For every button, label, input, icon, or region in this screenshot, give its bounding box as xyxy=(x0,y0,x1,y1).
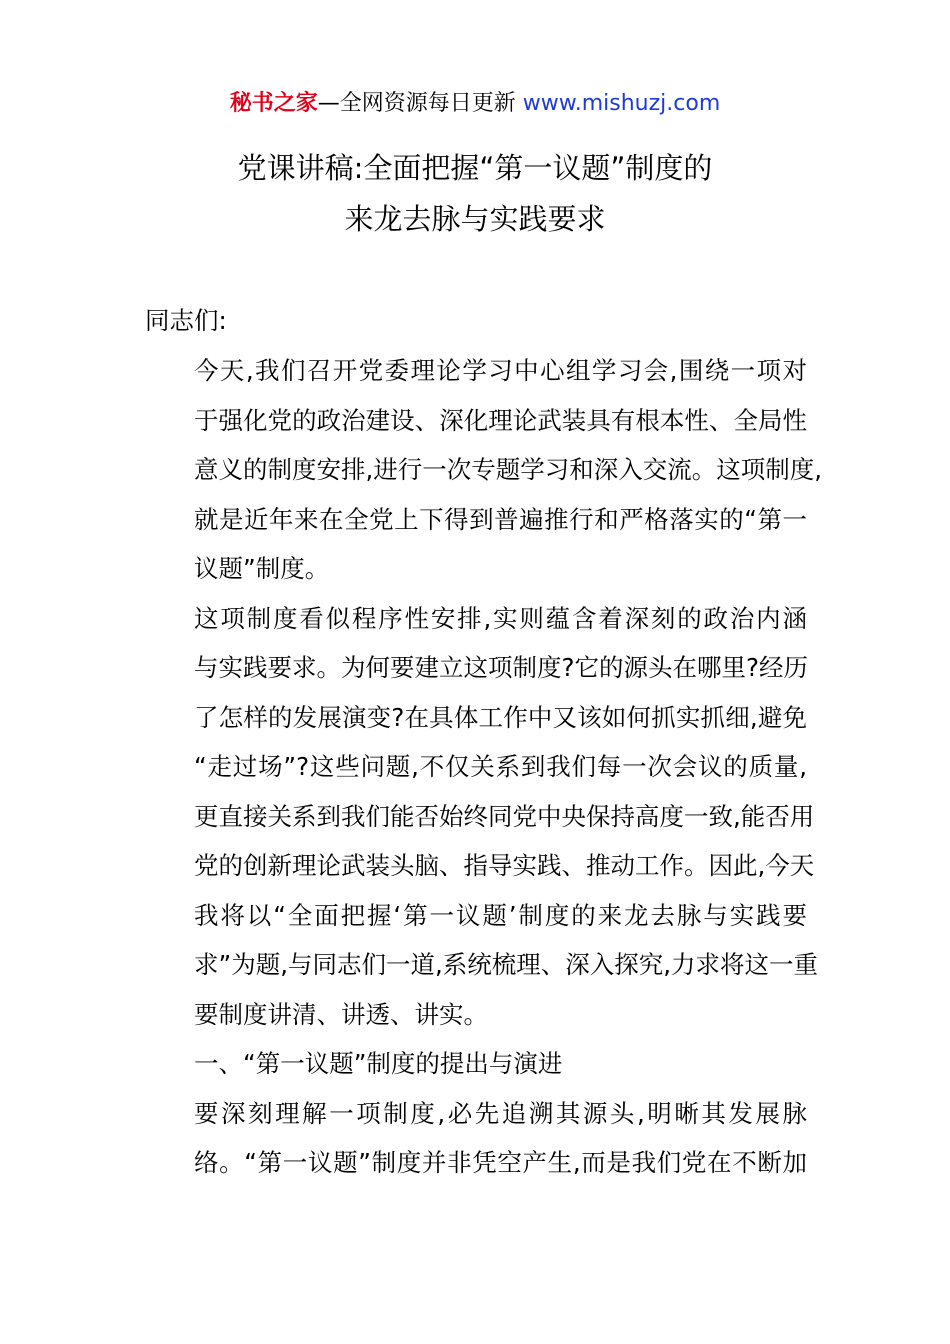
header-slogan: 全网资源每日更新 xyxy=(339,91,523,116)
paragraph-line: “走过场”?这些问题,不仅关系到我们每一次会议的质量, xyxy=(194,752,807,781)
paragraph-line: 求”为题,与同志们一道,系统梳理、深入探究,力求将这一重 xyxy=(194,950,819,979)
paragraph-intro xyxy=(145,346,823,594)
paragraph-line: 要制度讲清、讲透、讲实。 xyxy=(194,999,488,1029)
site-brand: 秘书之家 xyxy=(229,91,318,116)
paragraph-line: 议题”制度。 xyxy=(194,554,330,583)
paragraph-line: 党的创新理论武装头脑、指导实践、推动工作。因此,今天 xyxy=(194,851,815,880)
paragraph-line: 要深刻理解一项制度,必先追溯其源头,明晰其发展脉 xyxy=(194,1098,807,1128)
site-header xyxy=(0,86,950,122)
paragraph-line: 与实践要求。为何要建立这项制度?它的源头在哪里?经历 xyxy=(194,653,809,682)
salutation: 同志们: xyxy=(145,306,227,335)
paragraph-line: 今天,我们召开党委理论学习中心组学习会,围绕一项对 xyxy=(194,356,807,385)
site-url-link[interactable]: www.mishuzj.com xyxy=(522,91,721,116)
paragraph-line: 意义的制度安排,进行一次专题学习和深入交流。这项制度, xyxy=(194,455,823,484)
section-heading-1 xyxy=(145,1039,807,1089)
paragraph-line: 于强化党的政治建设、深化理论武装具有根本性、全局性 xyxy=(194,405,807,435)
paragraph-line: 就是近年来在全党上下得到普遍推行和严格落实的“第一 xyxy=(194,504,807,534)
header-separator: — xyxy=(317,91,340,116)
document-title-line-1: 党课讲稿:全面把握“第一议题”制度的 xyxy=(237,151,713,185)
document-body xyxy=(145,346,823,1188)
section-heading-text: 一、“第一议题”制度的提出与演进 xyxy=(194,1049,563,1078)
paragraph-line: 我将以“全面把握‘第一议题’制度的来龙去脉与实践要 xyxy=(194,900,807,930)
paragraph-line: 这项制度看似程序性安排,实则蕴含着深刻的政治内涵 xyxy=(194,603,807,633)
document-title-line-2: 来龙去脉与实践要求 xyxy=(344,202,606,236)
paragraph-line: 了怎样的发展演变?在具体工作中又该如何抓实抓细,避免 xyxy=(194,702,807,732)
paragraph-purpose xyxy=(145,594,819,1040)
paragraph-line: 更直接关系到我们能否始终同党中央保持高度一致,能否用 xyxy=(194,801,815,831)
paragraph-line: 络。“第一议题”制度并非凭空产生,而是我们党在不断加 xyxy=(194,1148,807,1177)
paragraph-origin xyxy=(145,1089,807,1188)
